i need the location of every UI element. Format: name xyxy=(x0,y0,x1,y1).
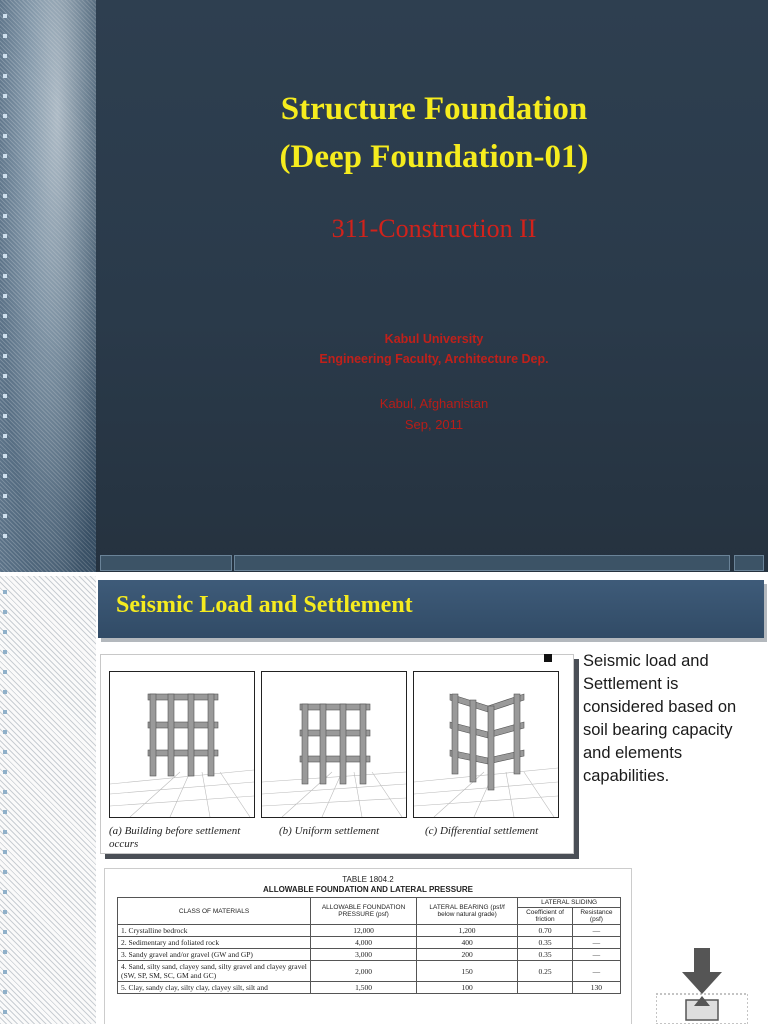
slide-title: Seismic Load and Settlement xyxy=(116,592,413,618)
institution-name: Kabul University xyxy=(384,332,484,346)
uniform-settlement-image xyxy=(261,671,407,818)
cell-class: 2. Sedimentary and foliated rock xyxy=(118,937,311,949)
caption-differential-settlement: (c) Differential settlement xyxy=(425,825,539,837)
cell-resistance: — xyxy=(572,961,620,982)
footer-bar-right xyxy=(734,555,764,571)
footer-bar-left xyxy=(100,555,232,571)
table-number: TABLE 1804.2 xyxy=(342,875,394,884)
table-row xyxy=(118,949,621,961)
slide-title-line2: (Deep Foundation-01) xyxy=(279,139,589,175)
cell-resistance: — xyxy=(572,937,620,949)
cell-friction xyxy=(518,982,573,994)
cell-friction: 0.35 xyxy=(518,937,573,949)
header-resistance: Resistance (psf) xyxy=(572,908,620,925)
cell-pressure: 2,000 xyxy=(311,961,417,982)
cell-pressure: 1,500 xyxy=(311,982,417,994)
foundation-pressure-table xyxy=(104,868,632,1024)
cell-friction: 0.35 xyxy=(518,949,573,961)
table-row xyxy=(118,961,621,982)
cell-pressure: 4,000 xyxy=(311,937,417,949)
cell-lateral: 1,200 xyxy=(417,925,518,937)
location-text: Kabul, Afghanistan xyxy=(379,396,489,411)
cell-pressure: 12,000 xyxy=(311,925,417,937)
table-title: ALLOWABLE FOUNDATION AND LATERAL PRESSURE xyxy=(263,885,473,894)
differential-settlement-image xyxy=(413,671,559,818)
footer-bar-center xyxy=(234,555,730,571)
cell-resistance: — xyxy=(572,925,620,937)
date-text: Sep, 2011 xyxy=(404,417,464,432)
course-name: 311-Construction II xyxy=(331,214,537,243)
cell-pressure: 3,000 xyxy=(311,949,417,961)
decorative-dots xyxy=(3,590,9,1024)
cell-class: 5. Clay, sandy clay, silty clay, clayey silt, silt and xyxy=(118,982,311,994)
faculty-name: Engineering Faculty, Architecture Dep. xyxy=(319,352,549,366)
header-friction: Coefficient of friction xyxy=(518,908,573,925)
decorative-side-strip xyxy=(0,576,96,1024)
header-lateral: LATERAL BEARING (psf/f below natural grade) xyxy=(417,898,518,925)
caption-before-settlement: (a) Building before settlement occurs xyxy=(109,825,241,850)
cell-resistance: 130 xyxy=(572,982,620,994)
slide-2 xyxy=(0,576,768,1024)
cell-class: 4. Sand, silty sand, clayey sand, silty gravel and clayey gravel (SW, SP, SM, SC, GM and GC) xyxy=(118,961,311,982)
bullet-text: Seismic load and Settlement is considered based on soil bearing capacity and elements capabilities. xyxy=(583,652,737,785)
decorative-side-strip xyxy=(0,0,96,572)
cell-lateral: 150 xyxy=(417,961,518,982)
header-class: CLASS OF MATERIALS xyxy=(118,898,311,925)
slide-title-line1: Structure Foundation xyxy=(280,91,588,127)
settlement-figure xyxy=(100,654,574,854)
footing-load-icon xyxy=(656,948,748,1024)
cell-friction: 0.70 xyxy=(518,925,573,937)
header-pressure: ALLOWABLE FOUNDATION PRESSURE (psf) xyxy=(311,898,417,925)
table-row xyxy=(118,925,621,937)
cell-class: 1. Crystalline bedrock xyxy=(118,925,311,937)
cell-class: 3. Sandy gravel and/or gravel (GW and GP) xyxy=(118,949,311,961)
cell-resistance: — xyxy=(572,949,620,961)
cell-lateral: 400 xyxy=(417,937,518,949)
cell-lateral: 200 xyxy=(417,949,518,961)
bullet-marker xyxy=(544,654,552,662)
cell-lateral: 100 xyxy=(417,982,518,994)
building-before-settlement-image xyxy=(109,671,255,818)
cell-friction: 0.25 xyxy=(518,961,573,982)
table-row xyxy=(118,937,621,949)
caption-uniform-settlement: (b) Uniform settlement xyxy=(279,825,380,837)
header-lateral-sliding: LATERAL SLIDING xyxy=(518,898,621,908)
slide-header-bar xyxy=(98,580,764,638)
decorative-dots xyxy=(3,14,9,554)
table-row xyxy=(118,982,621,994)
